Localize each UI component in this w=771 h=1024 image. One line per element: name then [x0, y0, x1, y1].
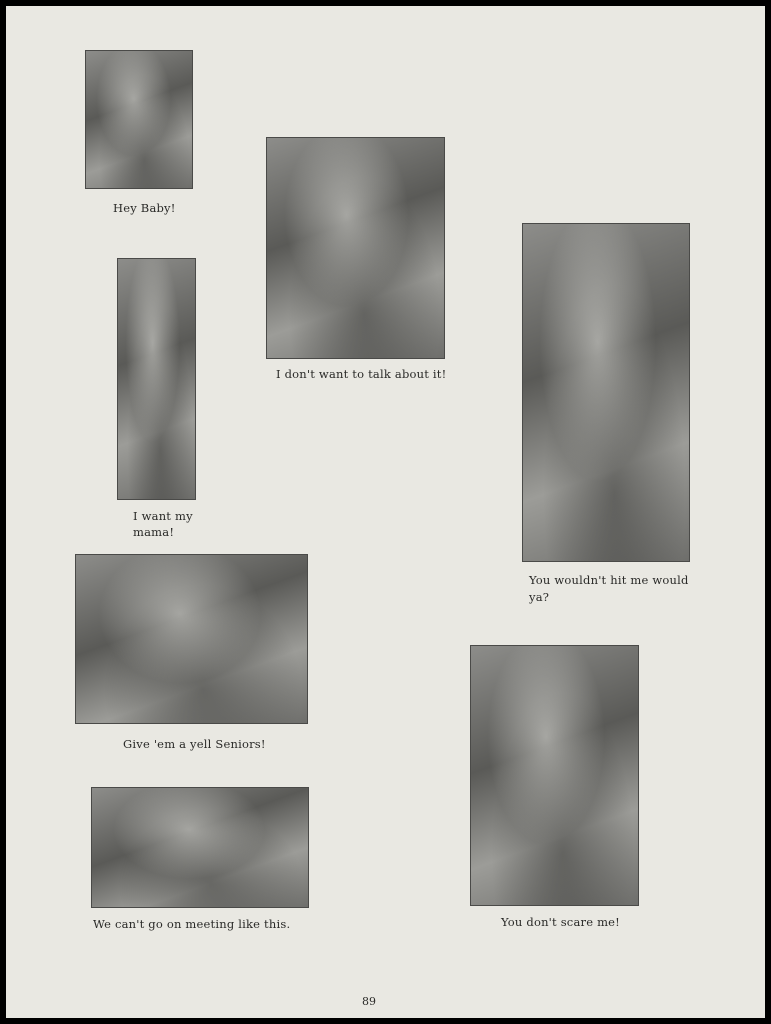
caption-hit-me-line1: You wouldn't hit me would	[529, 573, 689, 587]
caption-talk-about-it: I don't want to talk about it!	[276, 367, 447, 381]
photo-talk-about-it	[266, 137, 445, 359]
photo-want-mama	[117, 258, 196, 500]
caption-scare-me: You don't scare me!	[501, 915, 620, 929]
photo-hit-me	[522, 223, 690, 562]
caption-want-mama-line2: mama!	[133, 525, 175, 539]
caption-meeting: We can't go on meeting like this.	[93, 917, 291, 931]
photo-meeting	[91, 787, 309, 908]
caption-yell-seniors: Give 'em a yell Seniors!	[123, 737, 266, 751]
photo-hey-baby	[85, 50, 193, 189]
caption-hit-me-line2: ya?	[529, 590, 550, 604]
caption-hey-baby: Hey Baby!	[113, 201, 176, 215]
photo-yell-seniors	[75, 554, 308, 724]
photo-scare-me	[470, 645, 639, 906]
page-number: 89	[362, 995, 376, 1008]
yearbook-page	[6, 6, 765, 1018]
caption-want-mama-line1: I want my	[133, 509, 193, 523]
